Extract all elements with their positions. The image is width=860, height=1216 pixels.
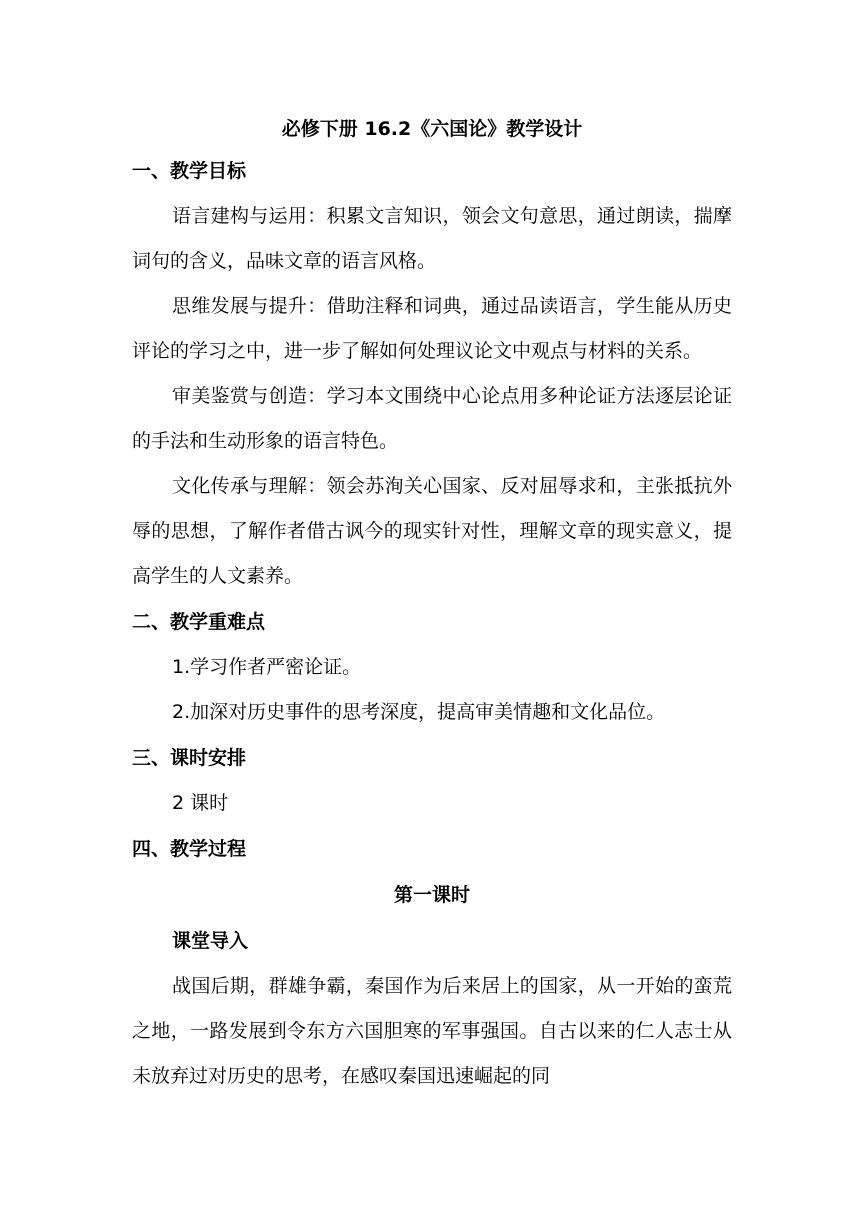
section-heading-schedule: 三、课时安排	[132, 747, 247, 769]
objective-paragraph: 思维发展与提升：借助注释和词典，通过品读语言，学生能从历史评论的学习之中，进一步了解如何处理议论文中观点与材料的关系。	[132, 295, 732, 362]
document-title: 必修下册 16.2《六国论》教学设计	[281, 118, 583, 140]
schedule-text: 2 课时	[172, 792, 229, 814]
objective-paragraph: 审美鉴赏与创造：学习本文围绕中心论点用多种论证方法逐层论证的手法和生动形象的语言特色。	[132, 385, 732, 452]
section-heading-key-points: 二、教学重难点	[132, 611, 266, 633]
introduction-paragraph: 战国后期，群雄争霸，秦国作为后来居上的国家，从一开始的蛮荒之地，一路发展到令东方六国胆寒的军事强国。自古以来的仁人志士从未放弃过对历史的思考，在感叹秦国迅速崛起的同	[132, 975, 732, 1087]
objective-paragraph: 文化传承与理解：领会苏洵关心国家、反对屈辱求和，主张抵抗外辱的思想，了解作者借古讽今的现实针对性，理解文章的现实意义，提高学生的人文素养。	[132, 475, 732, 587]
document-page	[132, 110, 732, 1099]
key-point-item: 2.加深对历史事件的思考深度，提高审美情趣和文化品位。	[172, 701, 666, 723]
section-heading-process: 四、教学过程	[132, 838, 247, 860]
objective-paragraph: 语言建构与运用：积累文言知识，领会文句意思，通过朗读，揣摩词句的含义，品味文章的语言风格。	[132, 205, 732, 272]
subheading-introduction: 课堂导入	[172, 930, 249, 952]
key-point-item: 1.学习作者严密论证。	[172, 656, 362, 678]
lesson-title: 第一课时	[393, 884, 470, 906]
section-heading-objectives: 一、教学目标	[132, 160, 247, 182]
